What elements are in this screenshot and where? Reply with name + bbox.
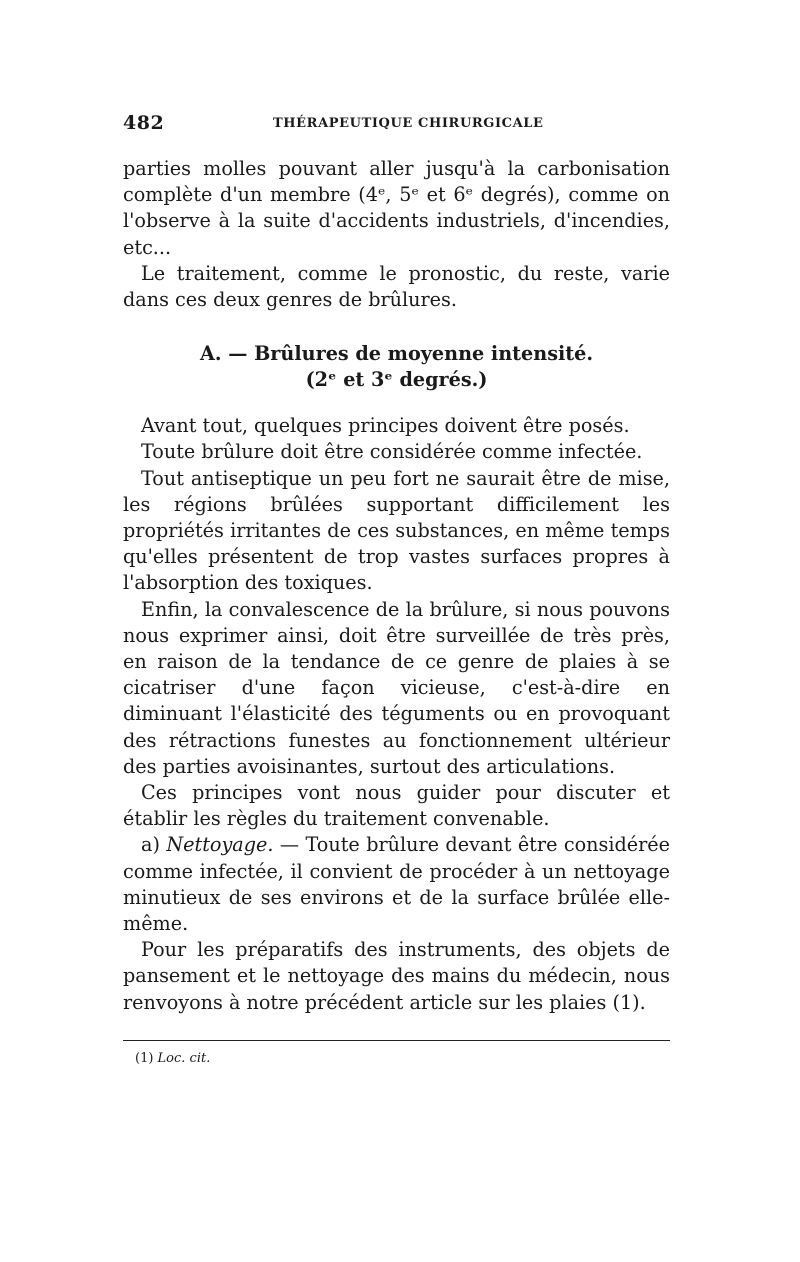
footnote-rule [123,1040,670,1041]
paragraph: Toute brûlure doit être considérée comme infectée. [141,440,643,464]
paragraph: Avant tout, quelques principes doivent être posés. [141,414,630,438]
nettoyage-term: Nettoyage. [166,833,274,857]
paragraph: parties molles pouvant aller jusqu'à la carbonisation complète d'un membre (4ᵉ, 5ᵉ et 6ᵉ degrés), comme on l'observe à la suite d'accidents industriels, d'incendies, etc... [123,157,670,259]
body-text [123,156,670,1016]
paragraph: Pour les préparatifs des instruments, des objets de pansement et le nettoyage des mains du médecin, nous renvoyons à notre précédent article sur les plaies (1). [123,938,670,1014]
nettoyage-paragraph [123,832,670,937]
nettoyage-text: — Toute brûlure devant être considérée comme infectée, il convient de procéder à un nettoyage minutieux de ses environs et de la surface brûlée elle-même. [123,833,670,936]
paragraph: Tout antiseptique un peu fort ne saurait être de mise, les régions brûlées supportant difficilement les propriétés irritantes de ces substances, en même temps qu'elles présentent de trop vastes surfaces propres à l'absorption des toxiques. [123,466,670,595]
section-heading [123,341,670,393]
paragraph: Ces principes vont nous guider pour discuter et établir les règles du traitement convenable. [123,781,670,831]
book-page [123,112,670,1066]
running-title: THÉRAPEUTIQUE CHIRURGICALE [273,116,544,131]
section-title: A. — Brûlures de moyenne intensité. [199,342,594,366]
paragraph: Enfin, la convalescence de la brûlure, si nous pouvons nous exprimer ainsi, doit être surveillée de très près, en raison de la tendance de ce genre de plaies à se cicatriser d'une façon vicieuse, c'est-à-dire en diminuant l'élasticité des téguments ou en provoquant des rétractions funestes au fonctionnement ultérieur des parties avoisinantes, surtout des articulations. [123,597,670,778]
footnote [123,1051,670,1066]
section-subtitle: (2ᵉ et 3ᵉ degrés.) [305,368,488,392]
list-label: a) [141,833,167,857]
running-head [123,112,670,142]
paragraph: Le traitement, comme le pronostic, du reste, varie dans ces deux genres de brûlures. [123,261,670,312]
footnote-text: Loc. cit. [157,1050,211,1066]
page-number: 482 [123,112,165,134]
footnote-marker: (1) [135,1050,158,1066]
